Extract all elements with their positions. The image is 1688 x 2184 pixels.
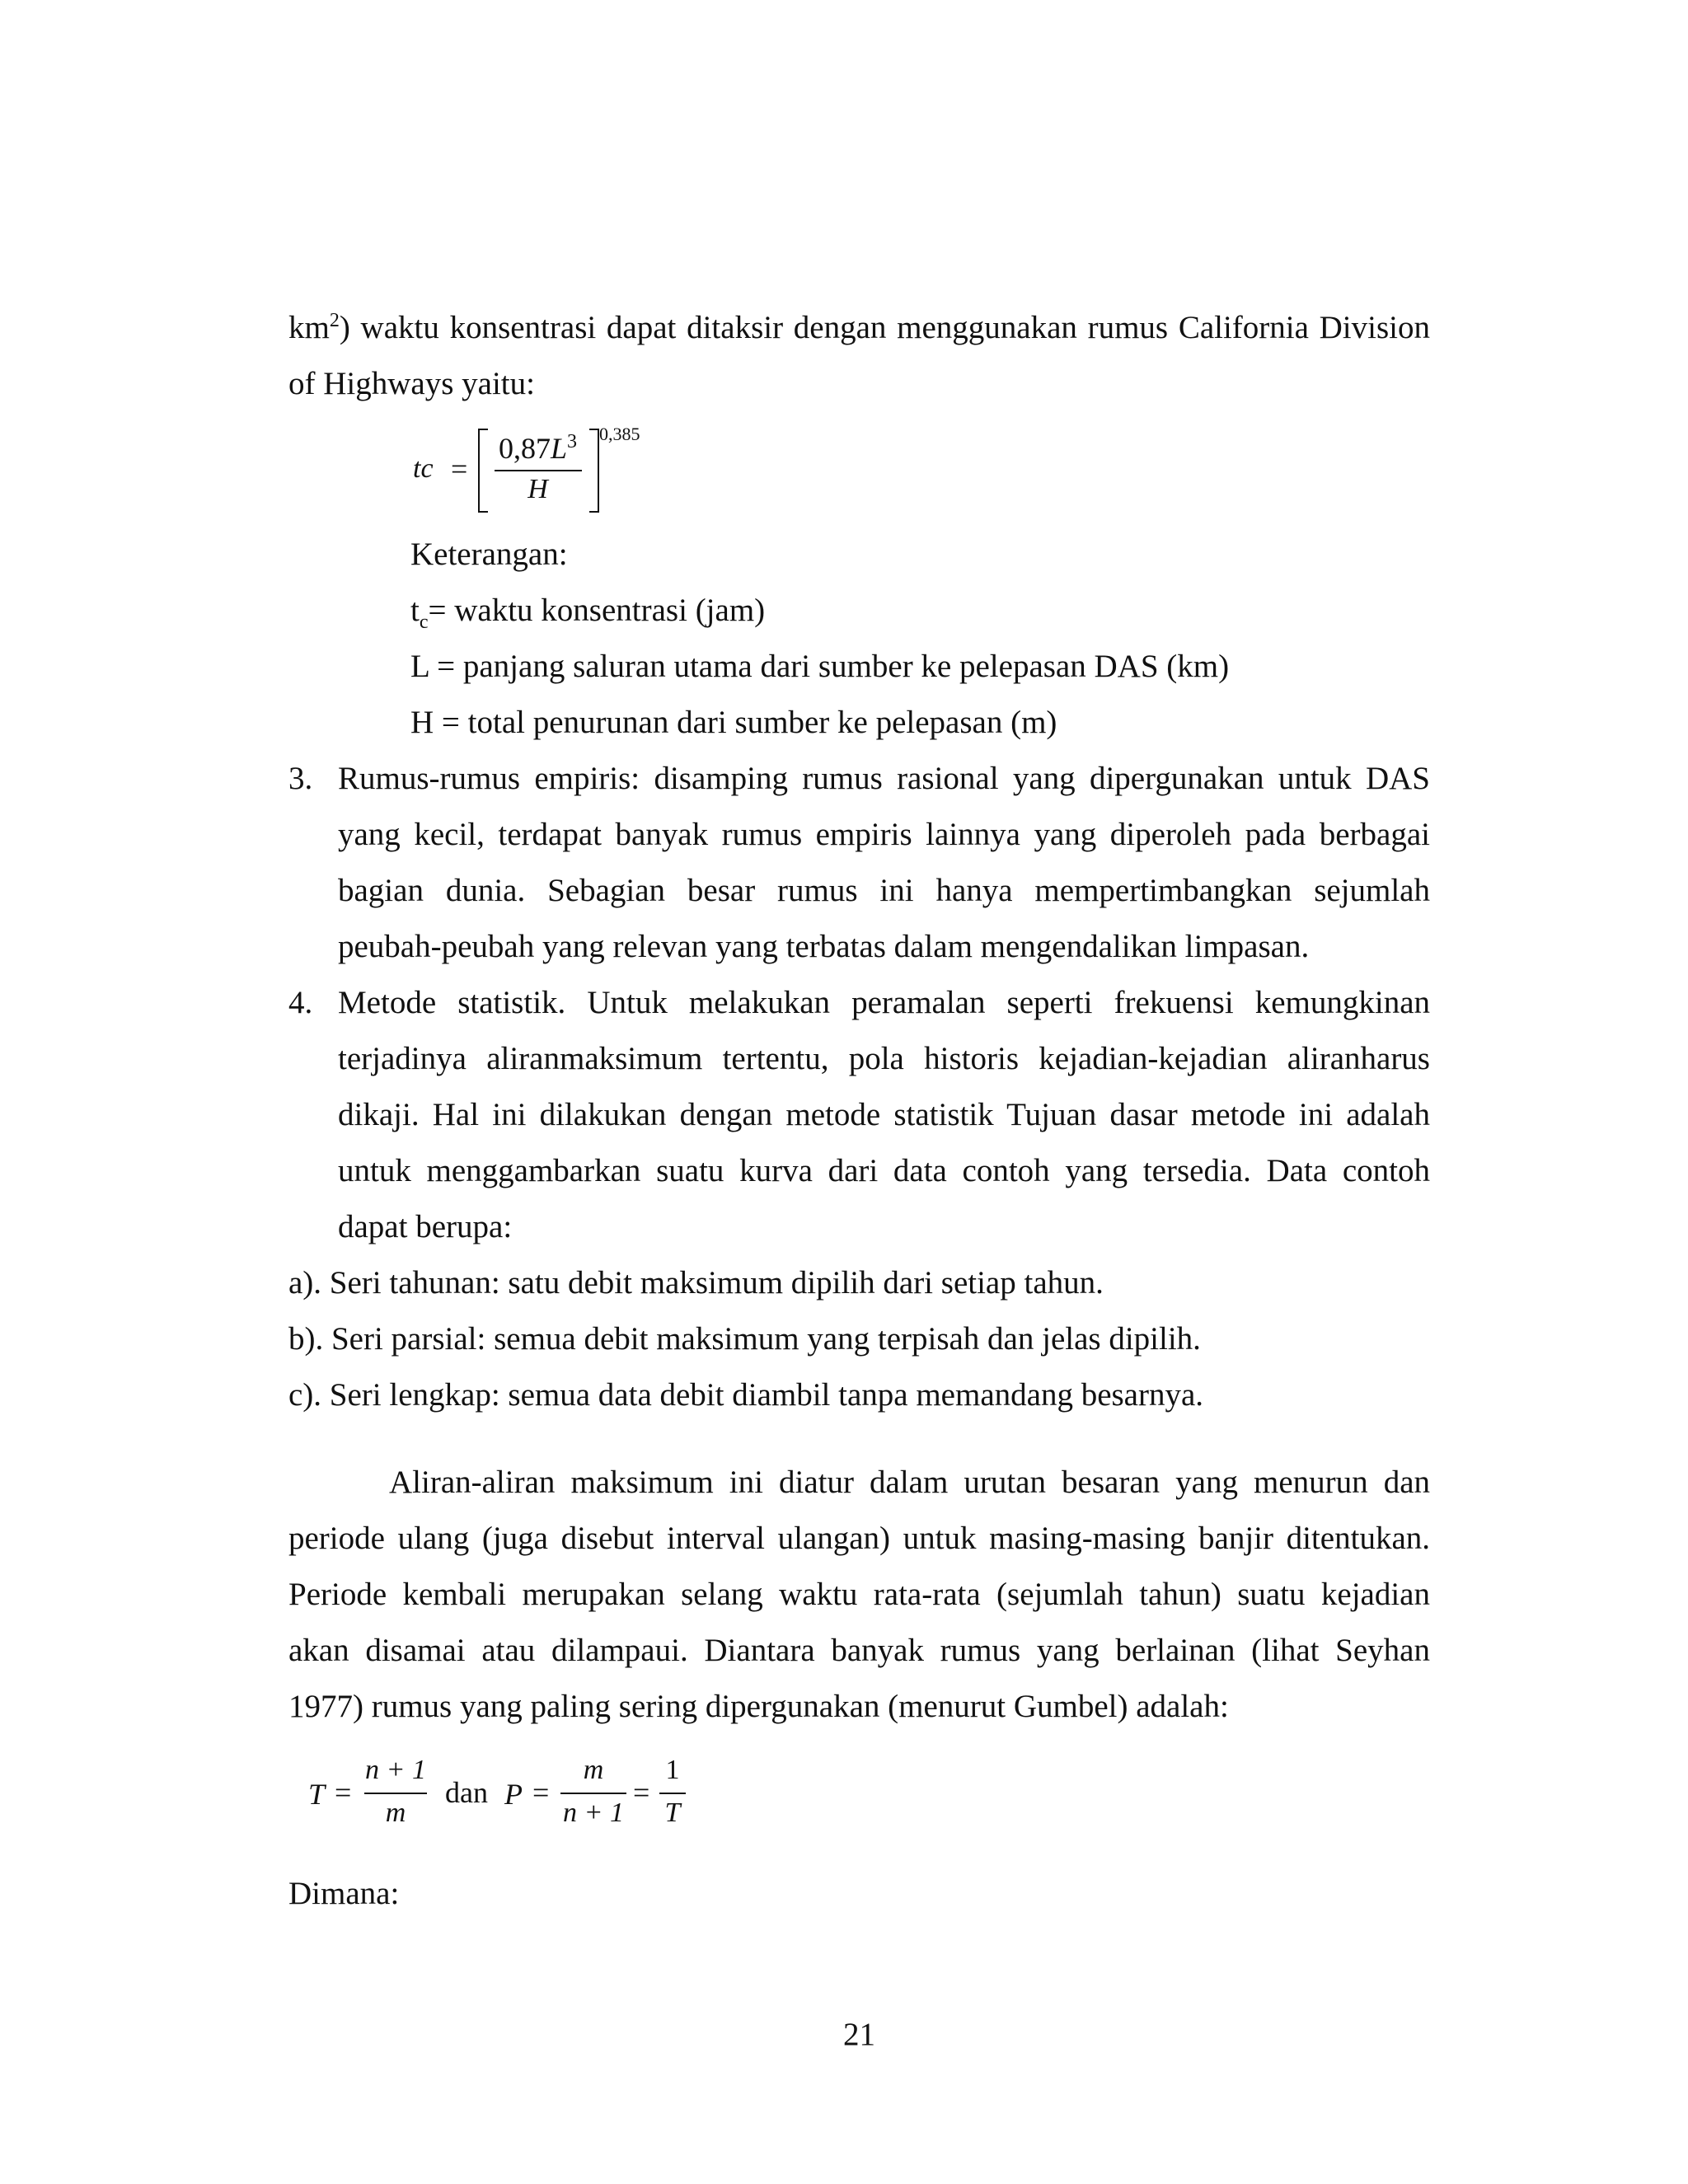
formula-P-numerator: m <box>583 1755 604 1785</box>
formula-denominator: H <box>528 474 548 504</box>
formula-equals: = <box>451 452 468 485</box>
page-number: 21 <box>843 2017 875 2052</box>
formula-T-denominator: m <box>385 1797 406 1828</box>
text-fragment: ) waktu konsentrasi dapat ditaksir dengan menggunakan rumus California Division <box>339 310 1430 345</box>
list-item-line: Rumus-rumus empiris: disamping rumus rasional yang dipergunakan untuk DAS <box>338 761 1430 796</box>
right-bracket <box>589 429 599 513</box>
fraction-bar <box>659 1793 686 1794</box>
formula-1-numerator: 1 <box>665 1755 680 1785</box>
paragraph-line: akan disamai atau dilampaui. Diantara banyak rumus yang berlainan (lihat Seyhan <box>288 1633 1430 1668</box>
keterangan-L: L = panjang saluran utama dari sumber ke pelepasan DAS (km) <box>410 649 1230 684</box>
formula-P-denominator: n + 1 <box>563 1797 624 1828</box>
formula-P-lhs: P <box>504 1778 523 1811</box>
list-item-line: dapat berupa: <box>338 1209 513 1244</box>
formula-numerator: $0,87L^3$ <box>498 431 578 465</box>
fraction-bar <box>495 470 582 471</box>
list-item-line: peubah-peubah yang relevan yang terbatas dalam mengendalikan limpasan. <box>338 929 1310 964</box>
formula-equals: = <box>532 1776 550 1809</box>
fraction-bar <box>560 1793 626 1794</box>
paragraph-line: of Highways yaitu: <box>288 366 535 401</box>
list-item-line: untuk menggambarkan suatu kurva dari data contoh yang tersedia. Data contoh <box>338 1153 1430 1188</box>
formula-T-P <box>305 1747 701 1838</box>
fraction-bar <box>364 1793 427 1794</box>
formula-1-denominator: T <box>664 1797 681 1828</box>
left-bracket <box>478 429 488 513</box>
list-item-line: bagian dunia. Sebagian besar rumus ini hanya mempertimbangkan sejumlah <box>338 873 1430 908</box>
formula-dan: dan <box>445 1776 488 1809</box>
sublist-item: a). Seri tahunan: satu debit maksimum dipilih dari setiap tahun. <box>288 1265 1104 1301</box>
superscript: 2 <box>329 310 340 331</box>
paragraph-line: 1977) rumus yang paling sering dipergunakan (menurut Gumbel) adalah: <box>288 1689 1229 1724</box>
sublist-item: b). Seri parsial: semua debit maksimum yang terpisah dan jelas dipilih. <box>288 1321 1201 1357</box>
keterangan-title: Keterangan: <box>410 537 568 572</box>
formula-exponent: 0,385 <box>599 424 640 444</box>
formula-T-lhs: T <box>308 1778 326 1811</box>
text-km: km <box>288 310 330 345</box>
paragraph-line: Aliran-aliran maksimum ini diatur dalam urutan besaran yang menurun dan <box>389 1465 1430 1500</box>
paragraph-line <box>288 309 1430 347</box>
paragraph-line: periode ulang (juga disebut interval ulangan) untuk masing-masing banjir ditentukan. <box>288 1521 1430 1556</box>
list-number: 4. <box>288 985 313 1020</box>
formula-tc <box>408 420 680 515</box>
formula-equals: = <box>335 1776 352 1809</box>
keterangan-tc: $t_c=$ waktu konsentrasi (jam) <box>410 593 766 633</box>
list-item-line: terjadinya aliranmaksimum tertentu, pola historis kejadian-kejadian aliranharus <box>338 1041 1430 1076</box>
formula-T-numerator: n + 1 <box>365 1755 426 1785</box>
list-item-line: yang kecil, terdapat banyak rumus empiris lainnya yang diperoleh pada berbagai <box>338 817 1430 852</box>
paragraph-line: Periode kembali merupakan selang waktu rata-rata (sejumlah tahun) suatu kejadian <box>288 1577 1430 1612</box>
dimana-label: Dimana: <box>288 1876 400 1911</box>
list-number: 3. <box>288 761 313 796</box>
list-item-line: Metode statistik. Untuk melakukan peramalan seperti frekuensi kemungkinan <box>338 985 1430 1020</box>
formula-lhs: tc <box>413 453 434 484</box>
sublist-item: c). Seri lengkap: semua data debit diambil tanpa memandang besarnya. <box>288 1377 1204 1413</box>
keterangan-H: H = total penurunan dari sumber ke pelepasan (m) <box>410 705 1057 740</box>
list-item-line: dikaji. Hal ini dilakukan dengan metode statistik Tujuan dasar metode ini adalah <box>338 1097 1430 1132</box>
formula-equals: = <box>633 1776 650 1809</box>
